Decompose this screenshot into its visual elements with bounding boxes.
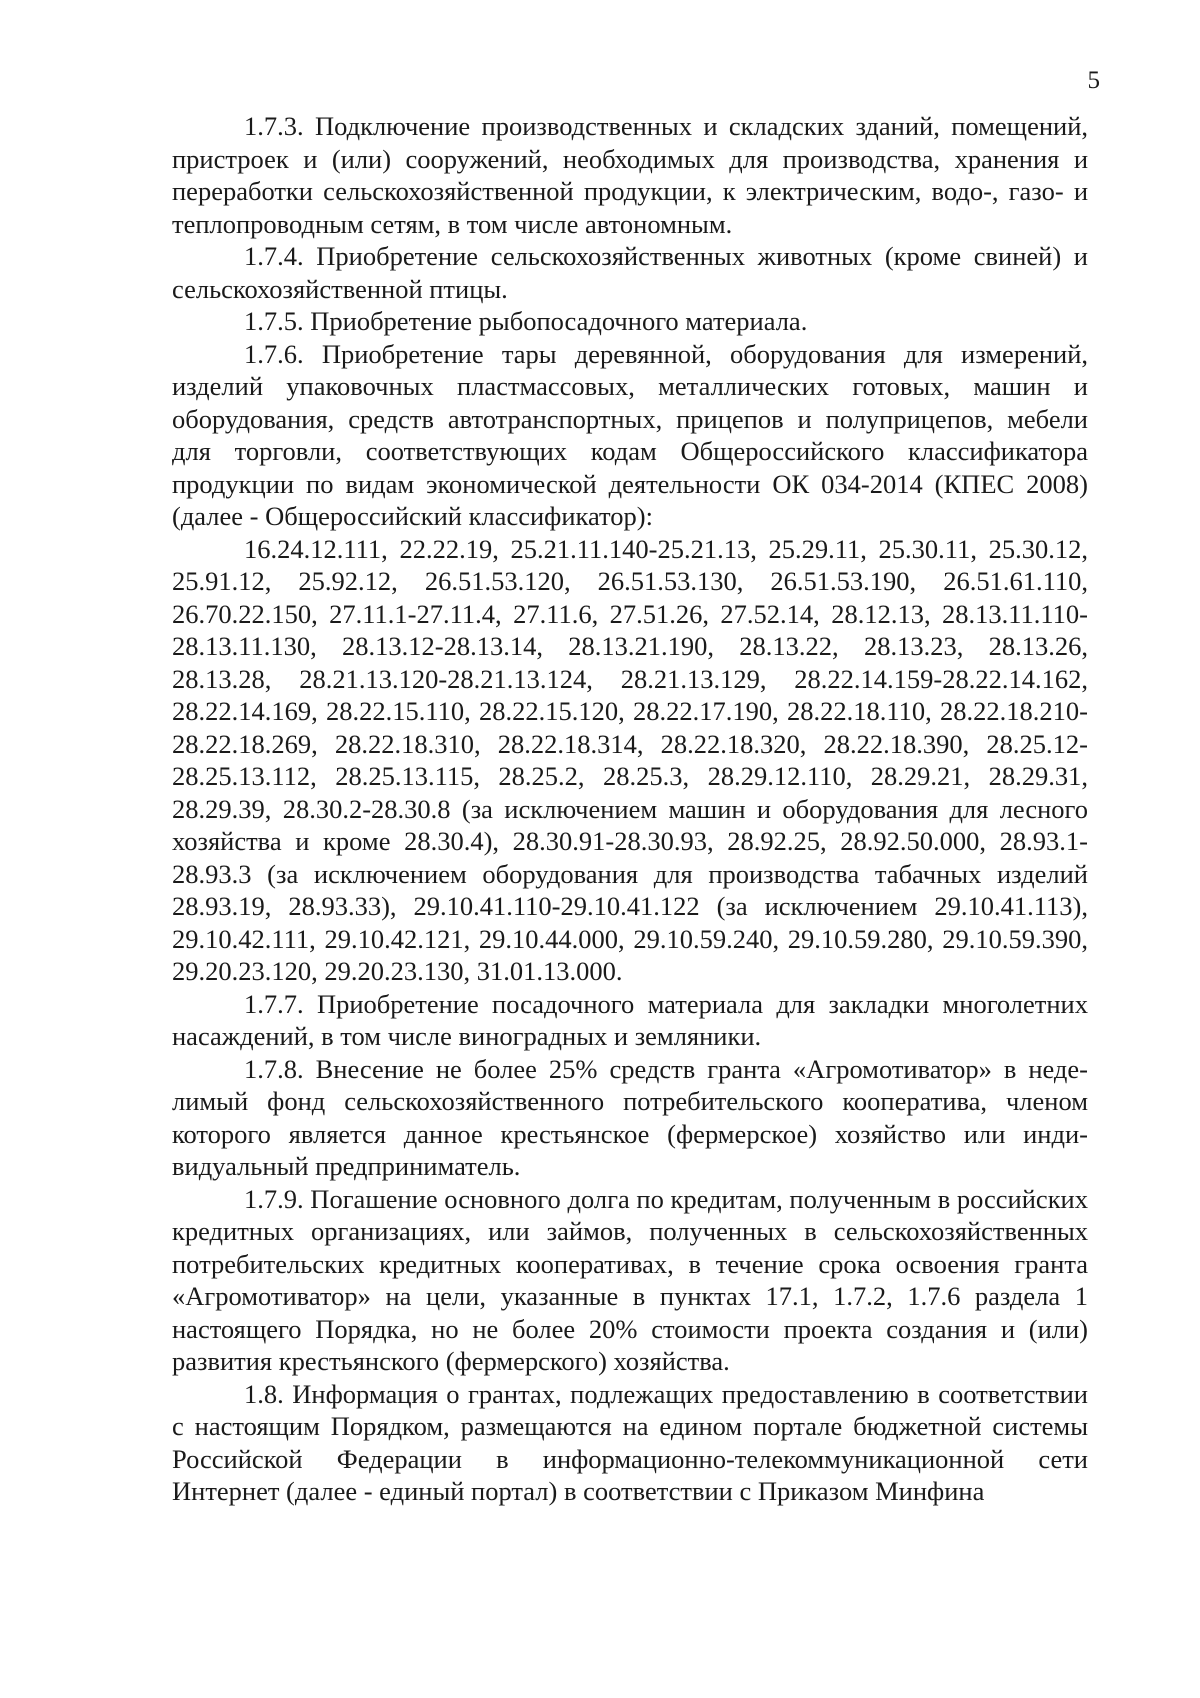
- paragraph-1-7-5: 1.7.5. Приобретение рыбопосадочного материала.: [244, 306, 808, 336]
- paragraph-1-8: 1.8. Информация о грантах, подлежащих предоставлению в соответствии с настоящим Порядком, размещаются на едином портале бюджетной системы Российской Федерации в информационно-телекоммуникационной сети Интернет (далее - единый портал) в соответствии с Приказом Минфина: [172, 1378, 1088, 1506]
- document-body: [172, 110, 1088, 1508]
- page-number: 5: [1087, 67, 1100, 94]
- paragraph-1-7-7: 1.7.7. Приобретение посадочного материала для закладки многолетних насаждений, в том числе виноградных и земляники.: [172, 988, 1088, 1051]
- paragraph-1-7-3: 1.7.3. Подключение производственных и складских зданий, помещений, пристроек и (или) сооружений, необходимых для производства, хранения и переработки сельскохозяйственной продукции, к электрическим, водо-, газо- и теплопроводным сетям, в том числе автономным.: [172, 111, 1088, 239]
- paragraph-1-7-8: 1.7.8. Внесение не более 25% средств гранта «Агромотиватор» в неделимый фонд сельскохозяйственного потребительского кооператива, членом которого является данное крестьянское (фермерское) хозяйство или индивидуальный предприниматель.: [172, 1053, 1088, 1181]
- classifier-codes-list: 16.24.12.111, 22.22.19, 25.21.11.140-25.21.13, 25.29.11, 25.30.11, 25.30.12, 25.91.12, 25.92.12, 26.51.53.120, 26.51.53.130, 26.51.53.190, 26.51.61.110, 26.70.22.150, 27.11.1-27.11.4, 27.11.6, 27.51.26, 27.52.14, 28.12.13, 28.13.11.110-28.13.11.130, 28.13.12-28.13.14, 28.13.21.190, 28.13.22, 28.13.23, 28.13.26, 28.13.28, 28.21.13.120-28.21.13.124, 28.21.13.129, 28.22.14.159-28.22.14.162, 28.22.14.169, 28.22.15.110, 28.22.15.120, 28.22.17.190, 28.22.18.110, 28.22.18.210-28.22.18.269, 28.22.18.310, 28.22.18.314, 28.22.18.320, 28.22.18.390, 28.25.12-28.25.13.112, 28.25.13.115, 28.25.2, 28.25.3, 28.29.12.110, 28.29.21, 28.29.31, 28.29.39, 28.30.2-28.30.8 (за исключением машин и оборудования для лесного хозяйства и кроме 28.30.4), 28.30.91-28.30.93, 28.92.25, 28.92.50.000, 28.93.1-28.93.3 (за исключением оборудования для производства табачных изделий 28.93.19, 28.93.33), 29.10.41.110-29.10.41.122 (за исключением 29.10.41.113), 29.10.42.111, 29.10.42.121, 29.10.44.000, 29.10.59.240, 29.10.59.280, 29.10.59.390, 29.20.23.120, 29.20.23.130, 31.01.13.000.: [172, 533, 1088, 986]
- paragraph-1-7-6: 1.7.6. Приобретение тары деревянной, оборудования для измерений, изделий упаковочных пластмассовых, металлических готовых, машин и оборудования, средств автотранспортных, прицепов и полуприцепов, мебели для торговли, соответствующих кодам Общероссийского классификатора продукции по видам экономической деятельности ОК 034-2014 (КПЕС 2008) (далее - Общероссийский классификатор):: [172, 338, 1088, 531]
- paragraph-1-7-4: 1.7.4. Приобретение сельскохозяйственных животных (кроме свиней) и сельскохозяйственной птицы.: [172, 241, 1088, 304]
- paragraph-1-7-9: 1.7.9. Погашение основного долга по кредитам, полученным в российских кредитных организациях, или займов, полученных в сельскохозяйственных потребительских кредитных кооперативах, в течение срока освоения гранта «Агромотиватор» на цели, указанные в пунктах 17.1, 1.7.2, 1.7.6 раздела 1 настоящего Порядка, но не более 20% стоимости проекта создания и (или) развития крестьянского (фермерского) хозяйства.: [172, 1183, 1088, 1376]
